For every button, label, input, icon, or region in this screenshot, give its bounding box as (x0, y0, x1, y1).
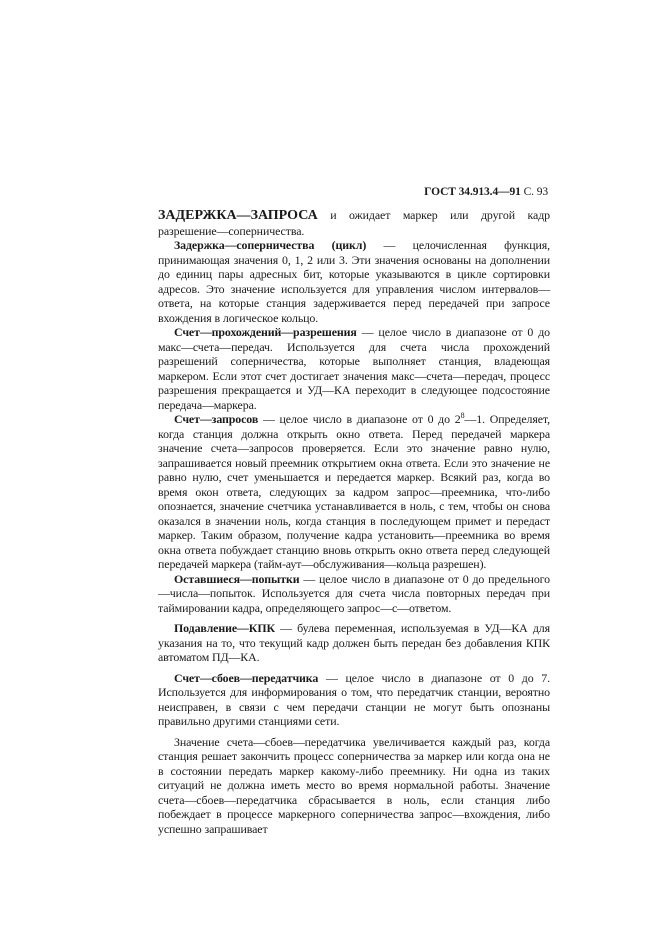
page-number: С. 93 (523, 186, 548, 198)
paragraph-text: Значение счета—сбоев—передатчика увеличивается каждый раз, когда станция решает закончить процесс соперничества за маркер или когда она не в состоянии передать маркер какому-либо преемнику. Ни одна из таких ситуаций не должна иметь место во время нормальной работы. Значение счета—сбоев—передатчика сбрасывается в ноль, если станция либо побеждает в процессе маркерного соперничества запрос—вхождения, либо успешно запрашивает (158, 734, 550, 836)
term-schet-zaprosov: Счет—запросов (174, 412, 259, 426)
paragraph-text: — целочисленная функция, принимающая значения 0, 1, 2 или 3. Эти значения основаны на дополнении до единиц пары адресных бит, которые указываются в цикле сортировки адресов. Это значение используется для управления числом интервалов—ответа, на которые станция задерживается перед передачей при запросе вхождения в логическое кольцо. (158, 238, 550, 325)
paragraph-text: —1. Определяет, когда станция должна открыть окно ответа. Перед передачей маркера значение счета—запросов проверяется. Если это значение равно нулю, запрашивается новый преемник открытием окна ответа. Если это значение не равно нулю, счет уменьшается и передается маркер. Всякий раз, когда во время окон ответа, следующих за кадром запрос—преемника, что-либо опознается, значение счетчика устанавливается в ноль, с тем, чтобы он снова оказался в значении ноль, когда станция в последующем примет и передаст маркер. Таким образом, получение кадра установить—преемника во время окна ответа побуждает станцию вновь открыть окно ответа перед следующей передачей маркера (тайм-аут—обслуживания—кольца разрешен). (158, 412, 550, 571)
paragraph-text: — целое число в диапазоне от 0 до макс—счета—передач. Используется для счета числа прохождений разрешений соперничества, которые выполняет станция, владеющая маркером. Если этот счет достигает значения макс—счета—передач, процесс разрешения прекращается и УД—КА переходит в следующее подсостояние передача—маркера. (158, 325, 550, 412)
paragraph-definition (158, 325, 550, 412)
paragraph-definition (158, 412, 550, 572)
paragraph-text: — целое число в диапазоне от 0 до 2 (258, 412, 461, 426)
paragraph-definition (158, 238, 550, 325)
page-header (413, 186, 548, 198)
paragraph-definition (158, 671, 550, 729)
term-ostavshiesya-popytki: Оставшиеся—попытки (174, 571, 300, 586)
body-text (158, 208, 550, 836)
standard-number: ГОСТ 34.913.4—91 (424, 186, 521, 198)
term-zaderzhka-sopernichestva: Задержка—соперничества (цикл) (174, 238, 367, 252)
paragraph-text: — целое число в диапазоне от 0 до предельного—числа—попыток. Используется для счета числа повторных передач при таймировании кадра, определяющего запрос—с—ответом. (158, 571, 550, 615)
term-podavlenie-kpk: Подавление—КПК (174, 621, 275, 635)
paragraph-text: и ожидает маркер или другой кадр разрешение—соперничества. (158, 208, 550, 238)
paragraph-text: — целое число в диапазоне от 0 до 7. Используется для информирования о том, что передатчик станции, вероятно неисправен, в связи с чем передачи станции не могут быть опознаны правильно другими станциями сети. (158, 670, 550, 728)
term-zaderzhka-zaprosa: ЗАДЕРЖКА—ЗАПРОСА (158, 208, 318, 223)
paragraph-text: — булева переменная, используемая в УД—КА для указания на то, что текущий кадр должен быть передан без добавления КПК автоматом ПД—КА. (158, 621, 550, 664)
paragraph-definition (158, 572, 550, 616)
paragraph-definition (158, 621, 550, 665)
term-schet-prokhozhdeniy: Счет—прохождений—разрешения (174, 325, 357, 339)
paragraph-intro (158, 208, 550, 238)
superscript-exponent: 8 (460, 411, 465, 421)
term-schet-sboev-peredatchika: Счет—сбоев—передатчика (174, 670, 319, 685)
paragraph-body (158, 735, 550, 837)
